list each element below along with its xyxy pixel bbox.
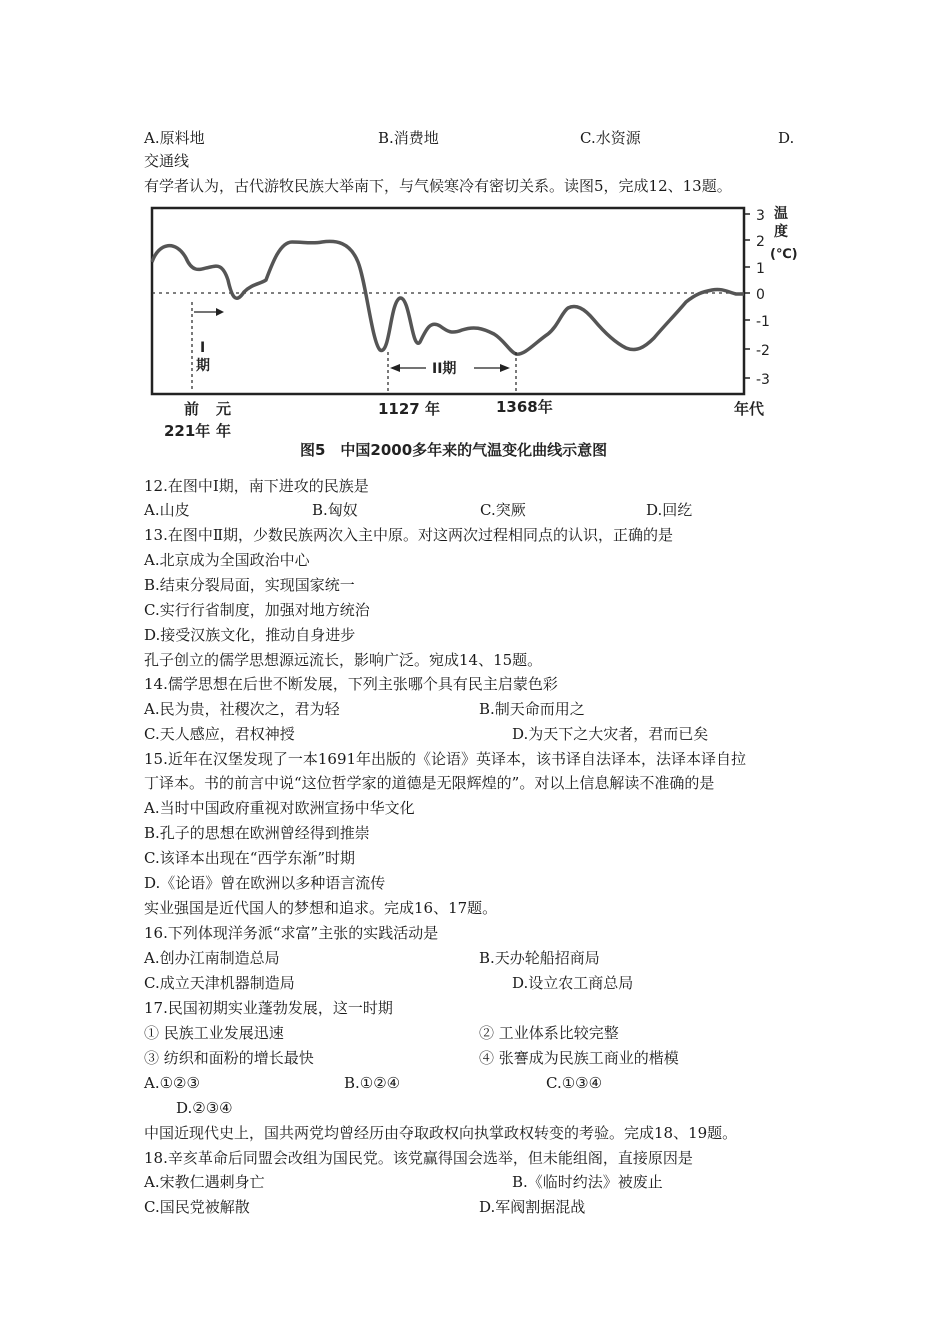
- q14-option-c: C.天人感应，君权神授: [144, 725, 295, 743]
- intro-16-17: 实业强国是近代国人的梦想和追求。完成16、17题。: [144, 899, 498, 917]
- q16-option-a: A.创办江南制造总局: [144, 949, 280, 967]
- y-tick-minus-3: -3: [756, 372, 770, 388]
- intro-18-19: 中国近现代史上，国共两党均曾经历由夺取政权向执掌政权转变的考验。完成18、19题。: [144, 1124, 738, 1142]
- period2-arrow-left: [390, 364, 400, 372]
- q14-option-b: B.制天命而用之: [479, 700, 585, 718]
- q17-option-a: A.①②③: [144, 1074, 200, 1092]
- q13-option-d: D.接受汉族文化，推动自身进步: [144, 626, 356, 644]
- q17-option-c: C.①③④: [546, 1074, 603, 1092]
- q17-item-2: ② 工业体系比较完整: [479, 1024, 619, 1042]
- q18-option-d: D.军阀割据混战: [479, 1198, 586, 1216]
- period1-arrowhead: [216, 308, 224, 316]
- q16-option-b: B.天办轮船招商局: [479, 949, 600, 967]
- q15-option-c: C.该译本出现在“西学东渐”时期: [144, 849, 356, 867]
- y-tick-minus-1: -1: [756, 314, 770, 330]
- x-label-1a: 前: [184, 400, 200, 418]
- x-label-1127: 1127 年: [378, 400, 440, 418]
- temperature-curve-figure: [144, 202, 804, 464]
- q16-stem: 16.下列体现洋务派“求富”主张的实践活动是: [144, 924, 439, 942]
- q17-option-b: B.①②④: [344, 1074, 401, 1092]
- q13-stem: 13.在图中Ⅱ期，少数民族两次入主中原。对这两次过程相同点的认识，正确的是: [144, 526, 674, 544]
- y-tick-0: 0: [756, 287, 765, 303]
- y-tick-1: 1: [756, 261, 765, 277]
- q15-stem-line2: 丁译本。书的前言中说“这位哲学家的道德是无限辉煌的”。对以上信息解读不准确的是: [144, 774, 715, 792]
- y-label-1: 温: [774, 206, 788, 222]
- figure-caption: 图5 中国2000多年来的气温变化曲线示意图: [300, 441, 608, 459]
- y-tick-2: 2: [756, 234, 765, 250]
- x-label-2a: 元: [216, 400, 232, 418]
- y-tick-minus-2: -2: [756, 343, 770, 359]
- q12-option-b: B.匈奴: [312, 501, 358, 519]
- period2-arrow-right: [500, 364, 510, 372]
- q11-option-d-continued: 交通线: [144, 152, 190, 170]
- q13-option-a: A.北京成为全国政治中心: [144, 551, 310, 569]
- q18-option-b: B.《临时约法》被废止: [512, 1173, 663, 1191]
- y-tick-3: 3: [756, 208, 765, 224]
- period1-label-a: I: [200, 340, 206, 356]
- q17-option-d: D.②③④: [176, 1099, 233, 1117]
- x-label-era: 年代: [734, 400, 765, 418]
- temperature-curve: [152, 241, 744, 354]
- q17-item-3: ③ 纺织和面粉的增长最快: [144, 1049, 314, 1067]
- q12-stem: 12.在图中Ⅰ期，南下进攻的民族是: [144, 477, 369, 495]
- q12-option-d: D.回纥: [646, 501, 693, 519]
- q11-option-d: D.: [778, 129, 795, 147]
- y-label-2: 度: [774, 224, 788, 240]
- q12-option-a: A.山皮: [144, 501, 190, 519]
- q17-stem: 17.民国初期实业蓬勃发展，这一时期: [144, 999, 393, 1017]
- q15-stem-line1: 15.近年在汉堡发现了一本1691年出版的《论语》英译本，该书译自法译本，法译本译自拉: [144, 750, 747, 768]
- q18-option-c: C.国民党被解散: [144, 1198, 250, 1216]
- q14-option-d: D.为天下之大灾者，君而已矣: [512, 725, 709, 743]
- q15-option-a: A.当时中国政府重视对欧洲宣扬中华文化: [144, 799, 415, 817]
- q11-option-b: B.消费地: [378, 129, 439, 147]
- x-label-2b: 年: [216, 422, 232, 440]
- intro-14-15: 孔子创立的儒学思想源远流长，影响广泛。宛成14、15题。: [144, 651, 543, 669]
- q15-option-b: B.孔子的思想在欧洲曾经得到推崇: [144, 824, 370, 842]
- x-label-1368: 1368年: [496, 398, 553, 416]
- q18-option-a: A.宋教仁遇刺身亡: [144, 1173, 265, 1191]
- q13-option-c: C.实行行省制度，加强对地方统治: [144, 601, 370, 619]
- q16-option-c: C.成立天津机器制造局: [144, 974, 295, 992]
- period1-label-b: 期: [196, 358, 210, 374]
- q17-item-4: ④ 张謇成为民族工商业的楷模: [479, 1049, 679, 1067]
- intro-12-13: 有学者认为，古代游牧民族大举南下，与气候寒冷有密切关系。读图5，完成12、13题。: [144, 177, 732, 195]
- q11-option-a: A.原料地: [144, 129, 205, 147]
- period2-label: II期: [432, 361, 457, 377]
- q17-item-1: ① 民族工业发展迅速: [144, 1024, 284, 1042]
- q14-stem: 14.儒学思想在后世不断发展，下列主张哪个具有民主启蒙色彩: [144, 675, 558, 693]
- q13-option-b: B.结束分裂局面，实现国家统一: [144, 576, 355, 594]
- q15-option-d: D.《论语》曾在欧洲以多种语言流传: [144, 874, 386, 892]
- q14-option-a: A.民为贵，社稷次之，君为轻: [144, 700, 340, 718]
- q11-option-c: C.水资源: [580, 129, 641, 147]
- y-label-unit: (℃): [770, 247, 798, 262]
- q12-option-c: C.突厥: [480, 501, 526, 519]
- q18-stem: 18.辛亥革命后同盟会改组为国民党。该党赢得国会选举，但未能组阁，直接原因是: [144, 1149, 693, 1167]
- x-label-1b: 221年: [164, 422, 211, 440]
- q16-option-d: D.设立农工商总局: [512, 974, 634, 992]
